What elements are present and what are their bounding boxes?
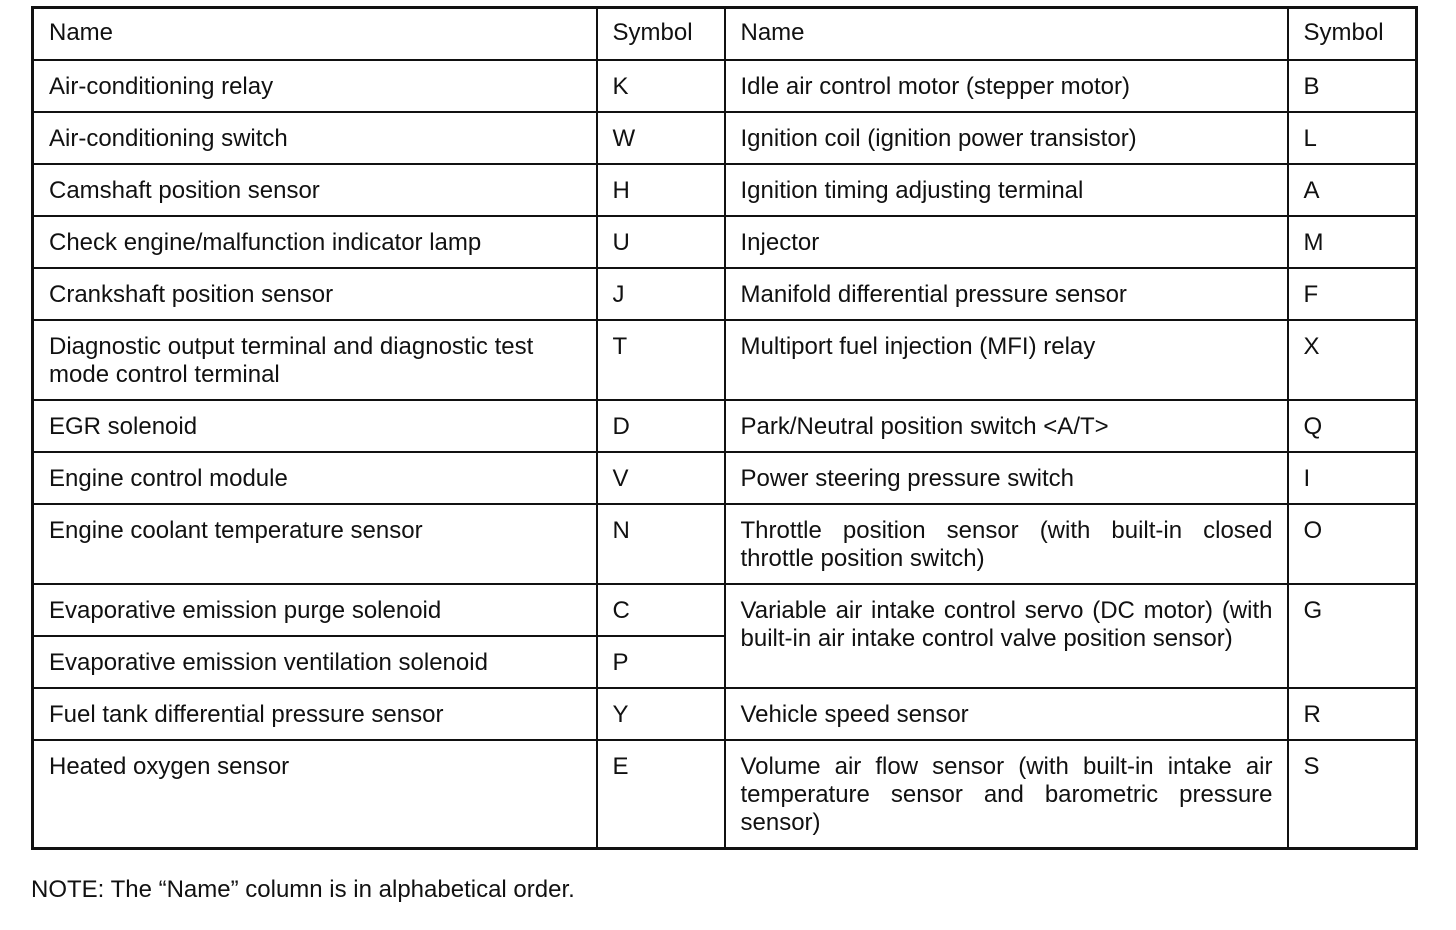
cell-symbol: L (1288, 112, 1417, 164)
header-symbol-right: Symbol (1288, 8, 1417, 61)
table-row (33, 320, 1417, 400)
cell-symbol: P (597, 636, 725, 688)
cell-symbol: T (597, 320, 725, 400)
cell-symbol: N (597, 504, 725, 584)
cell-name: Air-conditioning relay (33, 60, 597, 112)
cell-name: Multiport fuel injection (MFI) relay (725, 320, 1288, 400)
table-row (33, 452, 1417, 504)
cell-symbol: E (597, 740, 725, 849)
table-row (33, 112, 1417, 164)
alphabetical-order-note: NOTE: The “Name” column is in alphabetical order. (31, 876, 575, 903)
cell-symbol: D (597, 400, 725, 452)
cell-symbol: F (1288, 268, 1417, 320)
header-row (33, 8, 1417, 61)
table-row (33, 400, 1417, 452)
cell-symbol: X (1288, 320, 1417, 400)
cell-name: Fuel tank differential pressure sensor (33, 688, 597, 740)
table-row (33, 584, 1417, 636)
cell-name: Manifold differential pressure sensor (725, 268, 1288, 320)
cell-name: Idle air control motor (stepper motor) (725, 60, 1288, 112)
component-symbol-table (31, 6, 1418, 850)
cell-symbol: O (1288, 504, 1417, 584)
cell-name: EGR solenoid (33, 400, 597, 452)
cell-name: Evaporative emission ventilation solenoid (33, 636, 597, 688)
cell-symbol: A (1288, 164, 1417, 216)
cell-symbol: W (597, 112, 725, 164)
table-row (33, 688, 1417, 740)
table-row (33, 60, 1417, 112)
cell-symbol: S (1288, 740, 1417, 849)
cell-symbol: U (597, 216, 725, 268)
cell-symbol: H (597, 164, 725, 216)
cell-name: Evaporative emission purge solenoid (33, 584, 597, 636)
cell-name: Vehicle speed sensor (725, 688, 1288, 740)
cell-name: Power steering pressure switch (725, 452, 1288, 504)
header-name-left: Name (33, 8, 597, 61)
cell-name: Throttle position sensor (with built-in closed throttle position switch) (725, 504, 1288, 584)
cell-name: Variable air intake control servo (DC motor) (with built-in air intake control valve position sensor) (725, 584, 1288, 688)
component-symbol-sheet (31, 6, 1415, 850)
cell-name: Volume air flow sensor (with built-in intake air temperature sensor and barometric pressure sensor) (725, 740, 1288, 849)
table-row (33, 164, 1417, 216)
cell-symbol: C (597, 584, 725, 636)
cell-symbol: Q (1288, 400, 1417, 452)
cell-name: Injector (725, 216, 1288, 268)
cell-name: Camshaft position sensor (33, 164, 597, 216)
cell-name: Check engine/malfunction indicator lamp (33, 216, 597, 268)
cell-symbol: R (1288, 688, 1417, 740)
table-row (33, 216, 1417, 268)
cell-symbol: M (1288, 216, 1417, 268)
header-name-right: Name (725, 8, 1288, 61)
table-row (33, 268, 1417, 320)
cell-name: Heated oxygen sensor (33, 740, 597, 849)
cell-name: Crankshaft position sensor (33, 268, 597, 320)
cell-name: Engine coolant temperature sensor (33, 504, 597, 584)
cell-symbol: K (597, 60, 725, 112)
cell-symbol: Y (597, 688, 725, 740)
cell-name: Engine control module (33, 452, 597, 504)
header-symbol-left: Symbol (597, 8, 725, 61)
cell-name: Diagnostic output terminal and diagnostic test mode control terminal (33, 320, 597, 400)
table-row (33, 504, 1417, 584)
cell-symbol: I (1288, 452, 1417, 504)
cell-name: Air-conditioning switch (33, 112, 597, 164)
cell-name: Ignition coil (ignition power transistor) (725, 112, 1288, 164)
cell-symbol: J (597, 268, 725, 320)
cell-symbol: B (1288, 60, 1417, 112)
cell-symbol: G (1288, 584, 1417, 688)
cell-name: Ignition timing adjusting terminal (725, 164, 1288, 216)
cell-name: Park/Neutral position switch <A/T> (725, 400, 1288, 452)
table-row (33, 740, 1417, 849)
cell-symbol: V (597, 452, 725, 504)
